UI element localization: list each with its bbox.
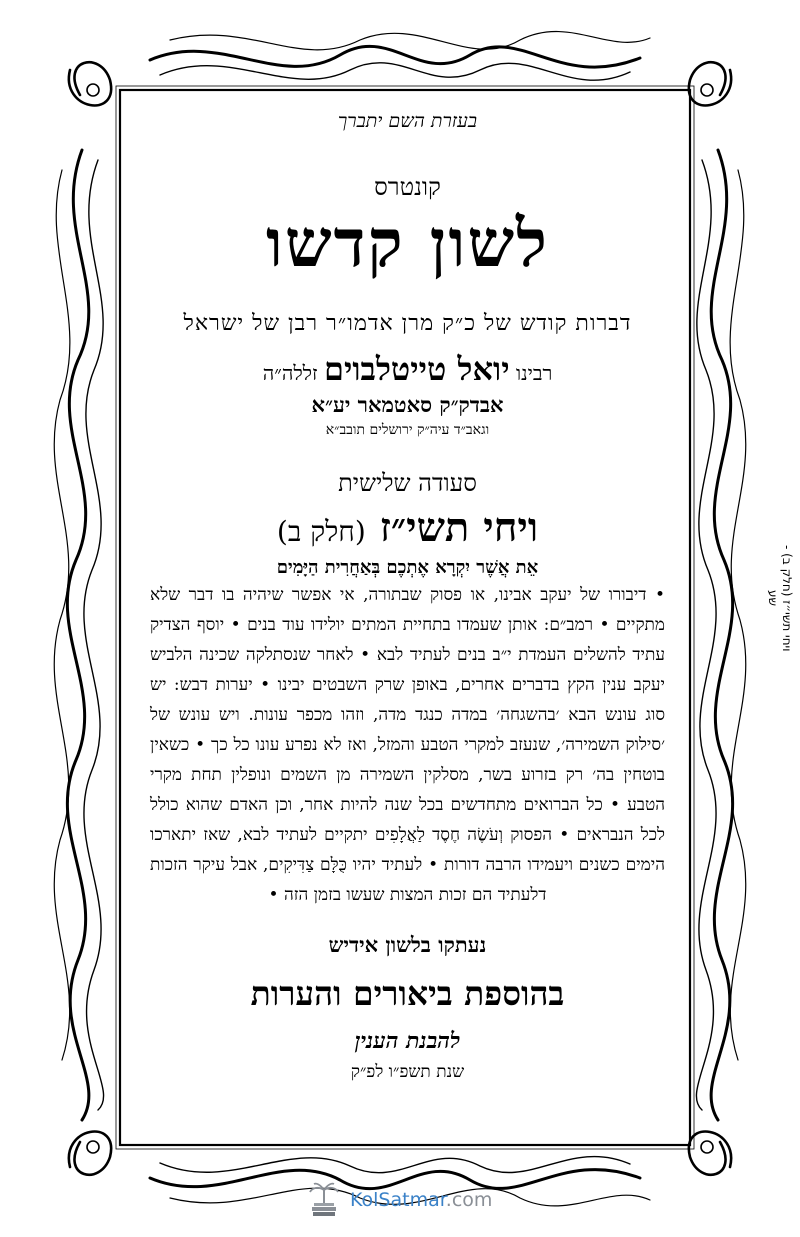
palm-tree-books-icon: [304, 1180, 344, 1220]
logo-text-main: KolSatmar: [350, 1189, 446, 1211]
gavad-line: וגאב״ד עיה״ק ירושלים תובב״א: [325, 422, 490, 438]
parsha-line: [150, 504, 665, 551]
summary-paragraph: • דיבורו של יעקב אבינו, או פסוק שבתורה, אי אפשר שיהיה בו דבר שלא מתקיים • רמב״ם: אותן שעמדו בתחיית המתים יולידו עוד בנים • יוסף הצדיק עתיד להשלים העמדת י״ב בנים לעתיד לבא • לאחר שנסתלקה שכינה הלביש יעקב ענין הקץ בדברים אחרים, באופן שרק השבטים יבינו • יערות דבש: יש סוג עונש הבא ׳בהשגחה׳ במדה כנגד מדה, וזהו מכפר עונות. ויש עונש של ׳סילוק השמירה׳, שנעזב למקרי הטבע והמזל, ואז לא נפרע עונו כל כך • כשאין בוטחין בה׳ רק בזרוע בשר, מסלקין השמירה מן השמים ונופלין תחת מקרי הטבע • כל הברואים מתחדשים בכל שנה להיות אחר, וכן האדם שהוא כולל לכל הנבראים • הפסוק וְעֹשֶׂה חֶסֶד לַאֲלָפִים יתקיים לעתיד לבא, שאז יתארכו הימים כשנים ויעמידו הרבה דורות • לעתיד יהיו כֻּלָּם צַדִּיקִים, אבל עיקר הזכות דלעתיד הם זכות המצות שעשו בזמן הזה •: [150, 585, 665, 905]
year-line: שנת תשפ״ו לפ״ק: [350, 1062, 465, 1082]
rabbi-suffix: זללה״ה: [262, 361, 318, 385]
kolsatmar-logo[interactable]: [304, 1180, 504, 1220]
divrei-kodesh-line: דברות קודש של כ״ק מרן אדמו״ר רבן של ישראל: [183, 311, 632, 336]
additions-line: בהוספת ביאורים והערות: [250, 974, 565, 1013]
understanding-line: להבנת הענין: [354, 1028, 461, 1054]
rabbi-line: [150, 350, 665, 388]
av-beis-din-line: אבדק״ק סאטמאר יע״א: [311, 392, 504, 417]
seuda-label: סעודה שלישית: [338, 469, 477, 497]
parsha-name: ויחי תשי״ז: [379, 504, 539, 551]
rabbi-name: יואל טייטלבוים: [323, 350, 510, 388]
translated-line: נעתקו בלשון אידיש: [328, 932, 487, 957]
rabbi-prefix: רבינו: [515, 361, 553, 385]
title-page-content: [150, 110, 665, 1082]
side-caption: ויחי תשי״ז (חלק ב) - שע: [766, 544, 794, 652]
verse-line: אֵת אֲשֶׁר יִקְרָא אֶתְכֶם בְּאַחֲרִית הַיָּמִים: [276, 557, 539, 578]
kuntres-label: קונטרס: [374, 173, 441, 201]
main-title: לשון קדשו: [266, 204, 549, 282]
parsha-part: (חלק ב): [276, 515, 366, 548]
top-blessing: בעזרת השם יתברך: [337, 110, 478, 132]
logo-text: [350, 1189, 492, 1211]
logo-text-suffix: .com: [445, 1189, 493, 1211]
